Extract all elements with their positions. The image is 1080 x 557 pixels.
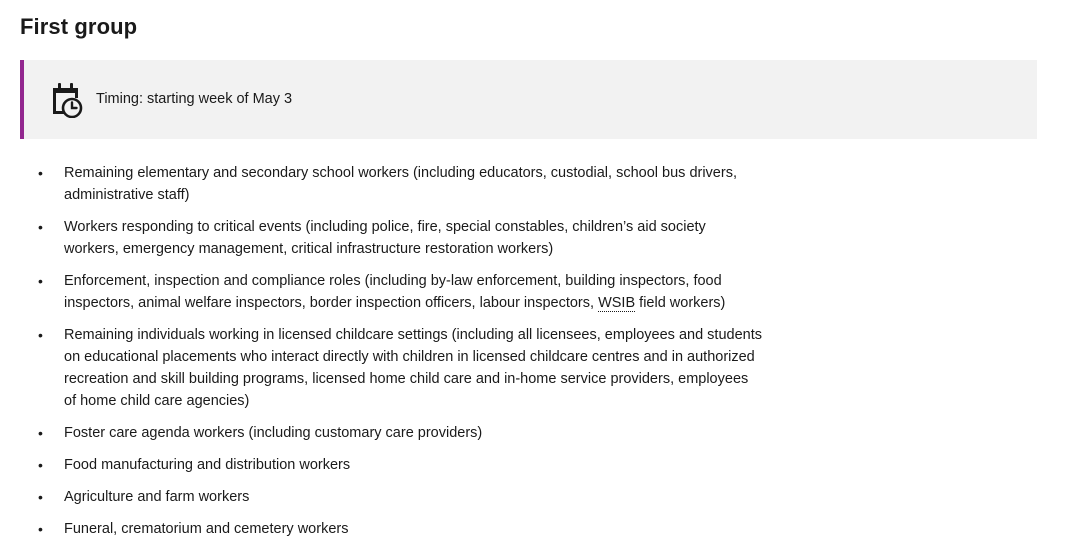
list-item-text: Remaining individuals working in licensed childcare settings (including all licensees, employees and students on educational placements who interact directly with children in licensed childcare centres and in authorized recreation and skill building programs, licensed home child care and in-home service providers, employees of home child care agencies) (64, 327, 762, 409)
list-item-text: Food manufacturing and distribution workers (64, 457, 351, 473)
bullet: • (38, 425, 43, 441)
list-item (0, 216, 780, 260)
bullet: • (38, 165, 43, 181)
bullet: • (38, 489, 43, 505)
list-item (0, 162, 780, 206)
page-title: First group (20, 14, 138, 39)
list-item (0, 324, 780, 412)
list-item-text: Agriculture and farm workers (64, 489, 250, 505)
list-item-text: Foster care agenda workers (including customary care providers) (64, 425, 483, 441)
list-item-text-after: field workers) (635, 295, 726, 311)
list-item (0, 422, 780, 444)
list-item-text (64, 270, 764, 314)
wsib-abbreviation: WSIB (598, 295, 636, 311)
list-item-text: Remaining elementary and secondary school workers (including educators, custodial, school bus drivers, administrative staff) (64, 165, 737, 203)
list-item (0, 518, 780, 540)
callout-timing-text: Timing: starting week of May 3 (96, 91, 293, 107)
calendar-clock-icon (50, 82, 84, 118)
list-item (0, 486, 780, 508)
list-item-text: Workers responding to critical events (including police, fire, special constables, children’s aid society workers, emergency management, critical infrastructure restoration workers) (64, 219, 706, 257)
bullet: • (38, 219, 43, 235)
bullet: • (38, 521, 43, 537)
eligible-workers-list (0, 162, 780, 550)
timing-callout (20, 60, 1037, 139)
bullet: • (38, 327, 43, 343)
list-item-text-before: Enforcement, inspection and compliance roles (including by-law enforcement, building inspectors, food inspectors, animal welfare inspectors, border inspection officers, labour inspectors, (64, 273, 722, 311)
bullet: • (38, 273, 43, 289)
list-item (0, 270, 780, 314)
list-item-text: Funeral, crematorium and cemetery workers (64, 521, 349, 537)
bullet: • (38, 457, 43, 473)
list-item (0, 454, 780, 476)
